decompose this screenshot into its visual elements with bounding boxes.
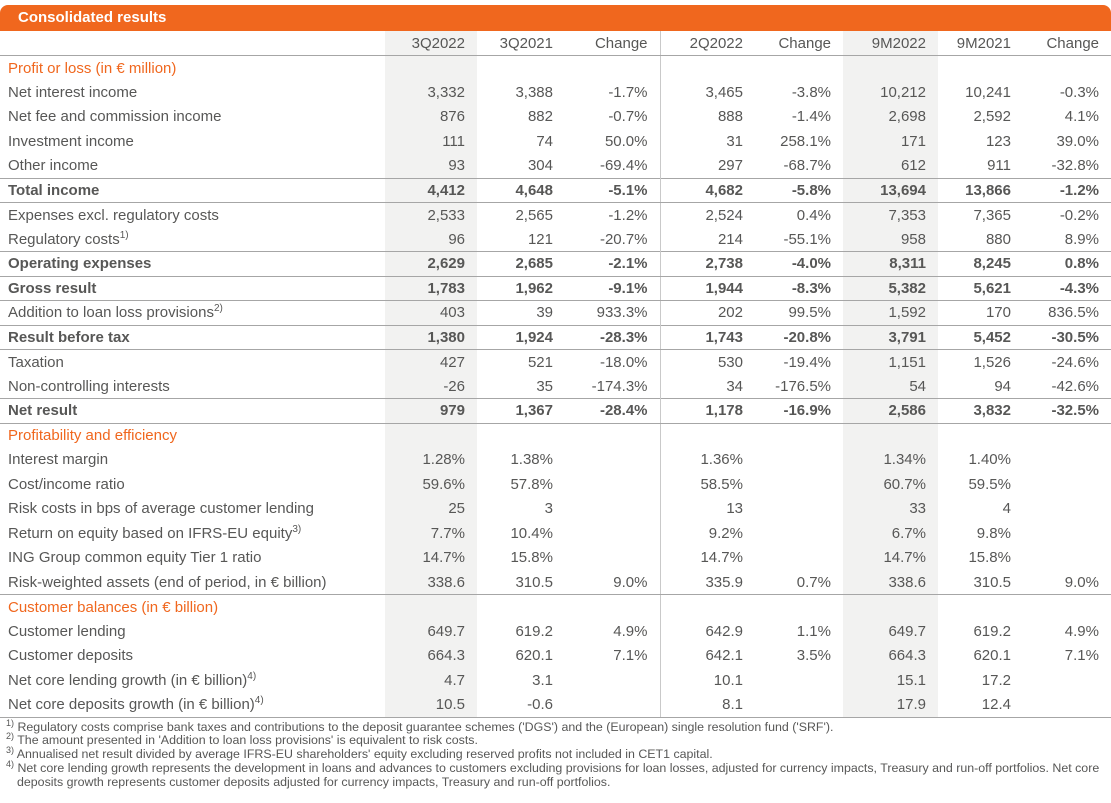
table-row bbox=[0, 154, 1111, 179]
value-cell: 664.3 bbox=[843, 644, 938, 669]
footnote: $^{4)}$ Net core lending growth represents the development in loans and advances to customers excluding provisions for loan losses, adjusted for currency impacts, Treasury and run-off portfolios. Net core deposits growth represents customer deposits adjusted for currency impacts, Treasury and run-off portfolios. bbox=[6, 758, 1100, 789]
empty-cell bbox=[755, 595, 843, 620]
value-cell: 8,311 bbox=[843, 252, 938, 277]
header-row bbox=[0, 31, 1111, 56]
value-cell: 304 bbox=[527, 157, 553, 174]
value-cell: 2,685 bbox=[477, 252, 565, 277]
section-header-row bbox=[0, 423, 1111, 448]
value-cell: 5,452 bbox=[938, 325, 1023, 350]
value-cell: 2,565 bbox=[515, 206, 553, 224]
value-cell: 2,698 bbox=[843, 105, 938, 130]
value-cell: 1,526 bbox=[973, 353, 1011, 371]
value-cell: 93 bbox=[385, 154, 477, 179]
value-cell bbox=[565, 448, 660, 473]
value-cell: 17.2 bbox=[981, 671, 1011, 689]
value-cell: 1.40% bbox=[968, 451, 1011, 469]
section-title: Profitability and efficiency bbox=[8, 427, 177, 444]
value-cell: 60.7% bbox=[843, 472, 938, 497]
footnote: $^{3)}$ Annualised net result divided by average IFRS-EU shareholders' equity excluding reserved profits not included in CET1 capital. bbox=[6, 744, 713, 762]
footnote-reference: 1) bbox=[119, 229, 129, 241]
value-cell: 99.5% bbox=[788, 304, 831, 322]
value-cell: 3,388 bbox=[515, 83, 553, 101]
empty-cell bbox=[938, 56, 1023, 81]
value-cell: -1.7% bbox=[565, 80, 660, 105]
value-cell: 521 bbox=[527, 353, 553, 371]
value-cell: -32.8% bbox=[1051, 157, 1099, 174]
value-cell: 882 bbox=[527, 108, 553, 126]
value-cell: 642.1 bbox=[705, 647, 743, 665]
table-row bbox=[0, 325, 1111, 350]
value-cell bbox=[755, 521, 843, 546]
row-label: Net result bbox=[0, 399, 385, 424]
value-cell: 612 bbox=[843, 154, 938, 179]
row-label: Non-controlling interests bbox=[8, 377, 170, 395]
value-cell: 1,743 bbox=[660, 325, 755, 350]
value-cell bbox=[565, 497, 660, 522]
value-cell: 96 bbox=[385, 227, 477, 252]
value-cell bbox=[565, 546, 660, 571]
column-header: 2Q2022 bbox=[660, 31, 755, 56]
page-title: Consolidated results bbox=[18, 9, 167, 26]
table-row bbox=[0, 301, 1111, 326]
table-row bbox=[0, 546, 1111, 571]
value-cell: -1.2% bbox=[565, 203, 660, 228]
value-cell: -8.3% bbox=[755, 276, 843, 301]
empty-cell bbox=[1023, 56, 1111, 81]
value-cell: 9.8% bbox=[976, 524, 1011, 542]
value-cell: 7,353 bbox=[843, 203, 938, 228]
column-header: Change bbox=[755, 31, 843, 56]
value-cell: 958 bbox=[843, 227, 938, 252]
value-cell: 59.5% bbox=[968, 475, 1011, 493]
value-cell bbox=[1023, 448, 1111, 473]
column-header: 3Q2021 bbox=[477, 31, 565, 56]
empty-cell bbox=[385, 423, 477, 448]
value-cell: 1.34% bbox=[843, 448, 938, 473]
table-title-bar bbox=[0, 5, 1111, 31]
value-cell: 4,682 bbox=[660, 178, 755, 203]
footnote-reference: 4) bbox=[247, 670, 257, 682]
table-row bbox=[0, 350, 1111, 375]
value-cell bbox=[755, 693, 843, 718]
value-cell: 10.4% bbox=[510, 524, 553, 542]
row-label: Risk costs in bps of average customer lending bbox=[8, 500, 314, 518]
row-label: Customer lending bbox=[8, 622, 126, 640]
row-label: Interest margin bbox=[8, 451, 109, 469]
table-row bbox=[0, 644, 1111, 669]
value-cell: 8.1 bbox=[660, 693, 755, 718]
value-cell bbox=[755, 448, 843, 473]
value-cell: 15.8% bbox=[510, 549, 553, 567]
empty-cell bbox=[385, 56, 477, 81]
value-cell: -69.4% bbox=[565, 154, 660, 179]
value-cell: 338.6 bbox=[843, 570, 938, 595]
footnote-reference: 4) bbox=[254, 695, 264, 706]
value-cell: -0.2% bbox=[1059, 206, 1099, 224]
row-label: Cost/income ratio bbox=[8, 475, 125, 493]
value-cell: 39 bbox=[536, 304, 553, 322]
empty-cell bbox=[660, 423, 755, 448]
value-cell: 170 bbox=[985, 304, 1011, 322]
empty-cell bbox=[843, 423, 938, 448]
value-cell: 876 bbox=[385, 105, 477, 130]
value-cell: 1,178 bbox=[660, 399, 755, 424]
value-cell: 1,962 bbox=[477, 276, 565, 301]
value-cell: -1.2% bbox=[1023, 178, 1111, 203]
footnote-marker: 1) bbox=[6, 717, 15, 728]
value-cell: 13,694 bbox=[843, 178, 938, 203]
value-cell: 9.0% bbox=[565, 570, 660, 595]
value-cell: 620.1 bbox=[515, 647, 553, 665]
table-row bbox=[0, 521, 1111, 546]
column-header: 9M2021 bbox=[938, 31, 1023, 56]
value-cell: 123 bbox=[985, 132, 1011, 150]
value-cell: 5,382 bbox=[843, 276, 938, 301]
value-cell bbox=[1023, 521, 1111, 546]
value-cell: 3.5% bbox=[796, 647, 831, 665]
empty-cell bbox=[755, 423, 843, 448]
value-cell: 7.7% bbox=[385, 521, 477, 546]
value-cell: 74 bbox=[536, 132, 553, 150]
value-cell: 4.9% bbox=[1064, 622, 1099, 640]
column-header: Change bbox=[1023, 31, 1111, 56]
value-cell: 3.1 bbox=[532, 671, 553, 689]
value-cell: 1.38% bbox=[510, 451, 553, 469]
value-cell: -20.8% bbox=[755, 325, 843, 350]
value-cell: 34 bbox=[726, 377, 743, 395]
value-cell: 3,465 bbox=[705, 83, 743, 101]
value-cell bbox=[565, 521, 660, 546]
value-cell: 50.0% bbox=[565, 129, 660, 154]
value-cell: 1,924 bbox=[477, 325, 565, 350]
value-cell bbox=[1023, 546, 1111, 571]
value-cell: -26 bbox=[385, 374, 477, 399]
value-cell: 619.2 bbox=[973, 622, 1011, 640]
value-cell: 649.7 bbox=[385, 619, 477, 644]
value-cell bbox=[755, 668, 843, 693]
table-row bbox=[0, 227, 1111, 252]
value-cell: -4.3% bbox=[1023, 276, 1111, 301]
value-cell: 1,944 bbox=[660, 276, 755, 301]
value-cell: -18.0% bbox=[565, 350, 660, 375]
row-label: Net fee and commission income bbox=[8, 108, 222, 126]
value-cell: 35 bbox=[536, 377, 553, 395]
section-title: Customer balances (in € billion) bbox=[8, 598, 219, 616]
value-cell: 7,365 bbox=[973, 206, 1011, 224]
value-cell: -5.8% bbox=[755, 178, 843, 203]
table-row bbox=[0, 252, 1111, 277]
value-cell: 10.1 bbox=[713, 671, 743, 689]
value-cell: 8,245 bbox=[938, 252, 1023, 277]
value-cell: 31 bbox=[726, 132, 743, 150]
table-row bbox=[0, 374, 1111, 399]
value-cell: 1.1% bbox=[796, 622, 831, 640]
empty-cell bbox=[938, 423, 1023, 448]
value-cell: 258.1% bbox=[780, 132, 831, 150]
value-cell: 403 bbox=[385, 301, 477, 326]
value-cell: 7.1% bbox=[565, 644, 660, 669]
value-cell: 0.4% bbox=[796, 206, 831, 224]
value-cell: 17.9 bbox=[843, 693, 938, 718]
value-cell: -55.1% bbox=[783, 230, 831, 248]
value-cell: -68.7% bbox=[783, 157, 831, 174]
value-cell: 4,412 bbox=[385, 178, 477, 203]
table-body bbox=[0, 56, 1111, 718]
value-cell: 9.2% bbox=[708, 524, 743, 542]
row-label: Risk-weighted assets (end of period, in € billion) bbox=[0, 570, 385, 595]
value-cell: 121 bbox=[527, 230, 553, 248]
empty-cell bbox=[660, 595, 755, 620]
footnote: $^{2)}$ The amount presented in 'Addition to loan loss provisions' is equivalent to risk costs. bbox=[6, 731, 478, 748]
value-cell: 1.28% bbox=[385, 448, 477, 473]
value-cell: 6.7% bbox=[843, 521, 938, 546]
value-cell: -9.1% bbox=[565, 276, 660, 301]
value-cell: 2,629 bbox=[385, 252, 477, 277]
value-cell: -16.9% bbox=[755, 399, 843, 424]
value-cell: 14.7% bbox=[700, 549, 743, 567]
value-cell: 335.9 bbox=[660, 570, 755, 595]
column-header: Change bbox=[565, 31, 660, 56]
value-cell: 7.1% bbox=[1064, 647, 1099, 665]
value-cell: 664.3 bbox=[385, 644, 477, 669]
value-cell: 4.9% bbox=[565, 619, 660, 644]
empty-cell bbox=[385, 595, 477, 620]
value-cell: 1,783 bbox=[385, 276, 477, 301]
value-cell: 15.8% bbox=[968, 549, 1011, 567]
row-label: Taxation bbox=[8, 353, 64, 371]
table-row bbox=[0, 619, 1111, 644]
value-cell: 4,648 bbox=[477, 178, 565, 203]
value-cell: 39.0% bbox=[1056, 132, 1099, 150]
empty-cell bbox=[755, 56, 843, 81]
value-cell: 58.5% bbox=[700, 475, 743, 493]
value-cell bbox=[755, 472, 843, 497]
value-cell: 649.7 bbox=[843, 619, 938, 644]
empty-cell bbox=[660, 56, 755, 81]
empty-cell bbox=[565, 595, 660, 620]
row-label: Net interest income bbox=[8, 83, 138, 101]
section-header-row bbox=[0, 56, 1111, 81]
value-cell: 202 bbox=[717, 304, 743, 322]
value-cell: 427 bbox=[385, 350, 477, 375]
value-cell: 2,586 bbox=[843, 399, 938, 424]
value-cell: 10,212 bbox=[843, 80, 938, 105]
value-cell: 880 bbox=[985, 230, 1011, 248]
value-cell: 25 bbox=[385, 497, 477, 522]
value-cell: 642.9 bbox=[705, 622, 743, 640]
value-cell: -28.4% bbox=[565, 399, 660, 424]
table-row bbox=[0, 203, 1111, 228]
empty-cell bbox=[1023, 595, 1111, 620]
empty-cell bbox=[1023, 423, 1111, 448]
row-label: ING Group common equity Tier 1 ratio bbox=[8, 549, 262, 567]
footnote-marker: 2) bbox=[6, 731, 15, 742]
value-cell: 530 bbox=[717, 353, 743, 371]
value-cell: 1,380 bbox=[385, 325, 477, 350]
table-row bbox=[0, 497, 1111, 522]
column-header: 3Q2022 bbox=[385, 31, 477, 56]
footnotes bbox=[0, 717, 1111, 790]
section-title: Profit or loss (in € million) bbox=[8, 59, 177, 77]
value-cell: -1.4% bbox=[791, 108, 831, 126]
value-cell: 9.0% bbox=[1023, 570, 1111, 595]
value-cell bbox=[1023, 668, 1111, 693]
value-cell: 836.5% bbox=[1048, 304, 1099, 322]
value-cell bbox=[1023, 693, 1111, 718]
row-label: Return on equity based on IFRS-EU equity$^{3)}$ bbox=[8, 523, 302, 542]
value-cell: 1,367 bbox=[477, 399, 565, 424]
footnote-marker: 4) bbox=[6, 758, 15, 769]
value-cell: -5.1% bbox=[565, 178, 660, 203]
footnote-marker: 3) bbox=[6, 744, 15, 755]
value-cell: 3,832 bbox=[938, 399, 1023, 424]
row-label: Addition to loan loss provisions$^{2)}$ bbox=[8, 303, 223, 322]
row-label: Expenses excl. regulatory costs bbox=[8, 206, 219, 224]
table-row bbox=[0, 693, 1111, 718]
value-cell: 54 bbox=[843, 374, 938, 399]
value-cell bbox=[565, 693, 660, 718]
footnote-reference: 2) bbox=[213, 303, 223, 315]
value-cell bbox=[755, 497, 843, 522]
value-cell: -3.8% bbox=[791, 83, 831, 101]
row-label: Gross result bbox=[0, 276, 385, 301]
value-cell: 10,241 bbox=[965, 83, 1011, 101]
value-cell: 13,866 bbox=[938, 178, 1023, 203]
table-row bbox=[0, 80, 1111, 105]
value-cell: 12.4 bbox=[938, 693, 1023, 718]
empty-cell bbox=[477, 56, 565, 81]
value-cell: 13 bbox=[726, 500, 743, 518]
row-label: Result before tax bbox=[0, 325, 385, 350]
table-row bbox=[0, 399, 1111, 424]
row-label: Regulatory costs$^{1)}$ bbox=[8, 229, 129, 248]
value-cell: 1.36% bbox=[700, 451, 743, 469]
empty-cell bbox=[477, 423, 565, 448]
table-row bbox=[0, 668, 1111, 693]
value-cell: 310.5 bbox=[938, 570, 1023, 595]
value-cell: 338.6 bbox=[385, 570, 477, 595]
value-cell: 933.3% bbox=[565, 301, 660, 326]
value-cell: 3 bbox=[544, 500, 553, 518]
value-cell: 2,592 bbox=[973, 108, 1011, 126]
row-label: Net core lending growth (in € billion)$^{4)}$ bbox=[8, 670, 257, 689]
value-cell: 4.1% bbox=[1064, 108, 1099, 126]
value-cell: 33 bbox=[843, 497, 938, 522]
value-cell: 888 bbox=[717, 108, 743, 126]
value-cell: 94 bbox=[994, 377, 1011, 395]
value-cell: 0.7% bbox=[755, 570, 843, 595]
table-row bbox=[0, 276, 1111, 301]
value-cell bbox=[755, 546, 843, 571]
table-row bbox=[0, 448, 1111, 473]
row-label: Total income bbox=[0, 178, 385, 203]
value-cell: 911 bbox=[987, 157, 1011, 174]
value-cell: -4.0% bbox=[755, 252, 843, 277]
value-cell bbox=[1023, 472, 1111, 497]
value-cell: 8.9% bbox=[1064, 230, 1099, 248]
value-cell: 0.8% bbox=[1023, 252, 1111, 277]
footnote: $^{1)}$ Regulatory costs comprise bank taxes and contributions to the deposit guarantee schemes ('DGS') and the (European) single resolution fund ('SRF'). bbox=[6, 717, 834, 734]
row-label: Customer deposits bbox=[8, 647, 134, 665]
value-cell: 171 bbox=[843, 129, 938, 154]
value-cell: 310.5 bbox=[477, 570, 565, 595]
value-cell: -24.6% bbox=[1051, 353, 1099, 371]
empty-cell bbox=[938, 595, 1023, 620]
empty-cell bbox=[843, 56, 938, 81]
value-cell: -30.5% bbox=[1023, 325, 1111, 350]
empty-cell bbox=[843, 595, 938, 620]
value-cell: 1,592 bbox=[843, 301, 938, 326]
column-header: 9M2022 bbox=[843, 31, 938, 56]
value-cell: 214 bbox=[717, 230, 743, 248]
value-cell: 979 bbox=[385, 399, 477, 424]
table-header bbox=[0, 31, 1111, 56]
value-cell: 619.2 bbox=[515, 622, 553, 640]
row-label: Net core deposits growth (in € billion)$^{4)}$ bbox=[0, 693, 385, 718]
table-row bbox=[0, 570, 1111, 595]
value-cell: -32.5% bbox=[1023, 399, 1111, 424]
value-cell: -174.3% bbox=[565, 374, 660, 399]
empty-cell bbox=[565, 423, 660, 448]
consolidated-results-table bbox=[0, 31, 1111, 718]
value-cell: -0.6 bbox=[477, 693, 565, 718]
value-cell: 4 bbox=[1002, 500, 1011, 518]
value-cell: 3,791 bbox=[843, 325, 938, 350]
value-cell bbox=[565, 472, 660, 497]
value-cell: 57.8% bbox=[510, 475, 553, 493]
value-cell: 2,524 bbox=[705, 206, 743, 224]
value-cell bbox=[565, 668, 660, 693]
empty-cell bbox=[477, 595, 565, 620]
table-row bbox=[0, 105, 1111, 130]
empty-cell bbox=[565, 56, 660, 81]
value-cell: 1,151 bbox=[843, 350, 938, 375]
header-spacer bbox=[0, 31, 385, 56]
row-label: Operating expenses bbox=[0, 252, 385, 277]
value-cell: 3,332 bbox=[385, 80, 477, 105]
value-cell: 10.5 bbox=[385, 693, 477, 718]
value-cell: -20.7% bbox=[565, 227, 660, 252]
value-cell: 15.1 bbox=[843, 668, 938, 693]
row-label: Other income bbox=[8, 157, 99, 174]
value-cell: -28.3% bbox=[565, 325, 660, 350]
value-cell: 5,621 bbox=[938, 276, 1023, 301]
value-cell bbox=[1023, 497, 1111, 522]
table-row bbox=[0, 178, 1111, 203]
table-row bbox=[0, 472, 1111, 497]
value-cell: -42.6% bbox=[1051, 377, 1099, 395]
value-cell: 297 bbox=[717, 157, 743, 174]
value-cell: 2,533 bbox=[385, 203, 477, 228]
table-row bbox=[0, 129, 1111, 154]
section-header-row bbox=[0, 595, 1111, 620]
value-cell: -19.4% bbox=[783, 353, 831, 371]
value-cell: 14.7% bbox=[843, 546, 938, 571]
value-cell: 111 bbox=[385, 129, 477, 154]
value-cell: 14.7% bbox=[385, 546, 477, 571]
value-cell: 620.1 bbox=[973, 647, 1011, 665]
footnote-reference: 3) bbox=[292, 523, 302, 535]
value-cell: -0.7% bbox=[565, 105, 660, 130]
row-label: Investment income bbox=[8, 132, 134, 150]
value-cell: 4.7 bbox=[385, 668, 477, 693]
value-cell: 2,738 bbox=[660, 252, 755, 277]
value-cell: -176.5% bbox=[775, 377, 831, 395]
value-cell: -2.1% bbox=[565, 252, 660, 277]
value-cell: -0.3% bbox=[1059, 83, 1099, 101]
value-cell: 59.6% bbox=[385, 472, 477, 497]
